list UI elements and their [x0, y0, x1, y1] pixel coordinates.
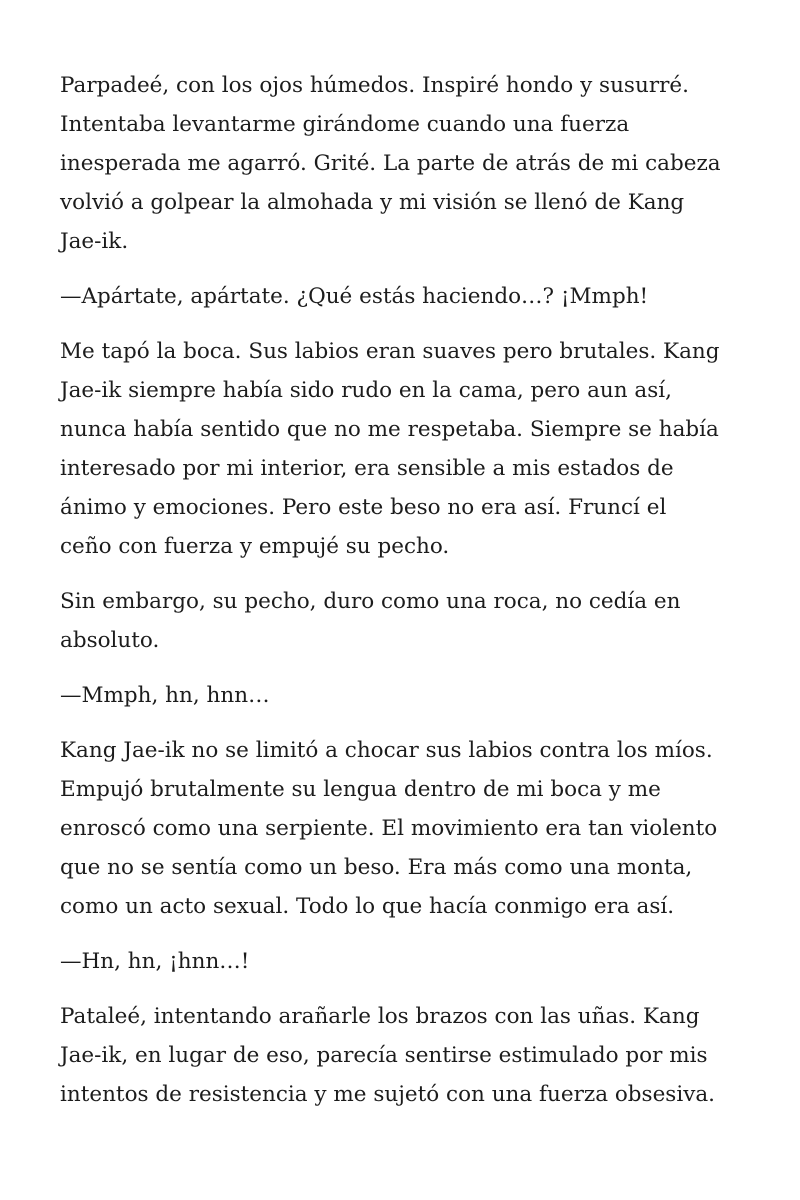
paragraph-4 — [60, 582, 742, 660]
text-line: volvió a golpear la almohada y mi visión se llenó de Kang — [60, 190, 685, 215]
text-line: Intentaba levantarme girándome cuando una fuerza — [60, 112, 630, 137]
text-line: —Hn, hn, ¡hnn…! — [60, 949, 250, 974]
text-line: —Mmph, hn, hnn… — [60, 683, 270, 708]
paragraph-2 — [60, 277, 742, 316]
text-line: —Apártate, apártate. ¿Qué estás haciendo…? ¡Mmph! — [60, 284, 649, 309]
paragraph-1 — [60, 66, 742, 261]
text-line: como un acto sexual. Todo lo que hacía conmigo era así. — [60, 894, 675, 919]
text-line: intentos de resistencia y me sujetó con una fuerza obsesiva. — [60, 1082, 716, 1107]
text-line: Sin embargo, su pecho, duro como una roca, no cedía en — [60, 589, 681, 614]
paragraph-7 — [60, 942, 742, 981]
paragraph-3 — [60, 332, 742, 566]
text-line: absoluto. — [60, 628, 160, 653]
text-line: Jae-ik siempre había sido rudo en la cama, pero aun así, — [60, 378, 672, 403]
text-line: Me tapó la boca. Sus labios eran suaves pero brutales. Kang — [60, 339, 720, 364]
text-line: interesado por mi interior, era sensible a mis estados de — [60, 456, 674, 481]
text-line: ánimo y emociones. Pero este beso no era así. Fruncí el — [60, 495, 667, 520]
text-line: Kang Jae-ik no se limitó a chocar sus labios contra los míos. — [60, 738, 713, 763]
paragraph-8 — [60, 997, 742, 1114]
paragraph-6 — [60, 731, 742, 926]
text-line: Jae-ik, en lugar de eso, parecía sentirse estimulado por mis — [60, 1043, 708, 1068]
text-line: ceño con fuerza y empujé su pecho. — [60, 534, 450, 559]
text-line: Empujó brutalmente su lengua dentro de mi boca y me — [60, 777, 661, 802]
text-line: Parpadeé, con los ojos húmedos. Inspiré hondo y susurré. — [60, 73, 689, 98]
text-line: que no se sentía como un beso. Era más como una monta, — [60, 855, 693, 880]
text-line: Jae-ik. — [60, 229, 129, 254]
text-line: inesperada me agarró. Grité. La parte de atrás de mi cabeza — [60, 151, 721, 176]
text-line: enroscó como una serpiente. El movimiento era tan violento — [60, 816, 718, 841]
paragraph-5 — [60, 676, 742, 715]
text-line: Pataleé, intentando arañarle los brazos con las uñas. Kang — [60, 1004, 700, 1029]
text-line: nunca había sentido que no me respetaba. Siempre se había — [60, 417, 719, 442]
